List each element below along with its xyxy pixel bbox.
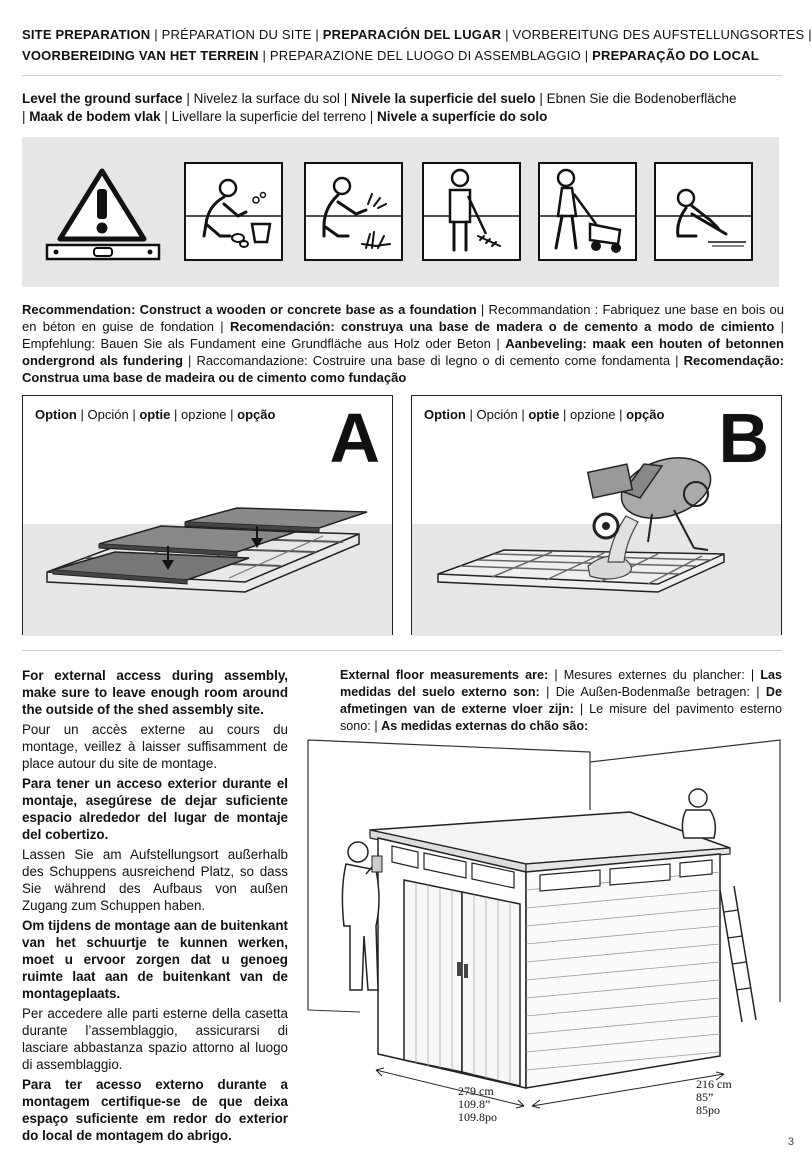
width-po: 109.8po — [458, 1110, 497, 1124]
option-b-concrete-base — [411, 395, 782, 635]
divider-top — [22, 75, 782, 76]
header-line1-segment: PRÉPARATION DU SITE — [161, 27, 312, 42]
assembly-access-note — [22, 667, 288, 1147]
level-de: Ebnen Sie die Bodenoberfläche — [546, 91, 737, 106]
option-b-letter: B — [718, 399, 769, 477]
access-en: For external access during assembly, make sure to leave enough room around the outside of the shed assembly site. — [22, 668, 288, 717]
option-a-en: Option — [35, 407, 77, 422]
rake-ground-icon — [422, 162, 521, 261]
header-line2-segment: PREPARAÇÃO DO LOCAL — [592, 48, 759, 63]
option-b-nl: optie — [528, 407, 560, 422]
recommend-en: Recommendation: Construct a wooden or concrete base as a foundation — [22, 302, 477, 317]
depth-po: 85po — [696, 1103, 720, 1117]
access-nl: Om tijdens de montage aan de buitenkant van het schuurtje te kunnen werken, moet u ervoor zorgen dat u genoeg ruimte laat aan de buitenkant van de montageplaats. — [22, 918, 288, 1001]
floor-en: External floor measurements are: — [340, 668, 549, 682]
flatten-ground-icon — [654, 162, 753, 261]
recommend-es: Recomendación: construya una base de madera o de cemento a modo de cimiento — [229, 319, 775, 334]
option-b-label: Option | Opción | optie | opzione | opção — [424, 407, 665, 422]
warning-level-icon — [44, 165, 162, 265]
access-pt: Para ter acesso externo durante a montagem certifique-se de que deixa espaço suficiente em redor do exterior do local de montagem do abrigo. — [22, 1077, 288, 1143]
mow-lawn-icon — [538, 162, 637, 261]
depth-cm: 216 cm — [696, 1077, 732, 1091]
page-number: 3 — [787, 1136, 794, 1148]
header-line-1: SITE PREPARATION | PRÉPARATION DU SITE | PREPARACIÓN DEL LUGAR | VORBEREITUNG DES AUFSTELLUNGSORTES | — [22, 27, 812, 42]
header-line1-segment: SITE PREPARATION — [22, 27, 151, 42]
floor-it: Le misure del pavimento esterno sono: — [340, 702, 782, 733]
access-it: Per accedere alle parti esterne della casetta durante l’assemblaggio, assicurarsi di lasciare abbastanza spazio attorno al luogo di assemblaggio. — [22, 1006, 288, 1072]
option-a-es: Opción — [87, 407, 129, 422]
header-line-2: VOORBEREIDING VAN HET TERREIN | PREPARAZIONE DEL LUOGO DI ASSEMBLAGGIO | PREPARAÇÃO DO LOCAL — [22, 48, 759, 63]
floor-nl: De afmetingen van de externe vloer zijn: — [340, 685, 782, 716]
option-a-pt: opção — [237, 407, 276, 422]
floor-fr: Mesures externes du plancher: — [563, 668, 745, 682]
level-it: Livellare la superficie del terreno — [171, 109, 366, 124]
foundation-recommendation: Recommendation: Construct a wooden or concrete base as a foundation | Recommandation : Fabriquez une base en bois ou en béton en guise de fondation | Recomendación: construya una base de madera o de cemento a modo de cimiento | Empfehlung: Bauen Sie als Fundament eine Grundfläche aus Holz oder Beton | Aanbeveling: maak een houten of betonnen ondergrond als fundering | Raccomandazione: Costruire una base di legno o di cemento come fondamenta | Recomendação: Construa uma base de madeira ou de cimento como fundação — [22, 302, 784, 385]
recommend-pt: Recomendação: Construa uma base de madeira ou de cimento como fundação — [22, 353, 784, 385]
header-line2-segment: VOORBEREIDING VAN HET TERREIN — [22, 48, 259, 63]
header-line1-segment: VORBEREITUNG DES AUFSTELLUNGSORTES — [512, 27, 805, 42]
level-es: Nivele la superficie del suelo — [350, 91, 536, 106]
width-in: 109.8” — [458, 1097, 491, 1111]
depth-in: 85” — [696, 1090, 714, 1104]
option-a-wood-base — [22, 395, 393, 635]
recommend-it: Raccomandazione: Costruire una base di legno o di cemento come fondamenta — [196, 353, 671, 368]
recommend-fr: Recommandation : Fabriquez une base en bois ou en béton en guise de fondation — [22, 302, 784, 334]
option-b-en: Option — [424, 407, 466, 422]
header-line1-segment: PREPARACIÓN DEL LUGAR — [322, 27, 502, 42]
level-fr: Nivelez la surface du sol — [193, 91, 340, 106]
divider-middle — [22, 650, 782, 651]
section-header — [22, 24, 812, 66]
level-instruction: Level the ground surface | Nivelez la surface du sol | Nivele la superficie del suelo | Ebnen Sie die Bodenoberfläche | Maak de bodem vlak | Livellare la superficie del terreno | Nivele a superfície do solo — [22, 91, 737, 124]
option-b-es: Opción — [476, 407, 518, 422]
remove-weeds-icon — [304, 162, 403, 261]
level-nl: Maak de bodem vlak — [29, 109, 161, 124]
access-fr: Pour un accès externe au cours du montage, veillez à laisser suffisamment de place autour du site de montage. — [22, 722, 288, 771]
access-de: Lassen Sie am Aufstellungsort außerhalb des Schuppens ausreichend Platz, so dass Sie während des Aufbaus von außen Zugang zum Schuppen haben. — [22, 847, 288, 913]
depth-dimension — [696, 1078, 732, 1117]
ground-preparation-icons — [22, 137, 779, 287]
floor-de: Die Außen-Bodenmaße betragen: — [555, 685, 750, 699]
option-a-it: opzione — [180, 407, 227, 422]
option-a-nl: optie — [139, 407, 171, 422]
floor-pt: As medidas externas do chão são: — [381, 719, 589, 733]
floor-es: Las medidas del suelo externo son: — [340, 668, 783, 699]
header-line2-segment: PREPARAZIONE DEL LUOGO DI ASSEMBLAGGIO — [269, 48, 581, 63]
option-b-it: opzione — [569, 407, 616, 422]
floor-measurements-note: External floor measurements are: | Mesures externes du plancher: | Las medidas del suelo externo son: | Die Außen-Bodenmaße betragen: | De afmetingen van de externe vloer zijn: | Le misure del pavimento esterno sono: | As medidas externas do chão são: — [340, 668, 783, 733]
option-b-pt: opção — [626, 407, 665, 422]
recommend-de: Empfehlung: Bauen Sie als Fundament eine Grundfläche aus Holz oder Beton — [22, 336, 491, 351]
width-cm: 279 cm — [458, 1084, 494, 1098]
level-en: Level the ground surface — [22, 91, 183, 106]
access-es: Para tener un acceso exterior durante el montaje, asegúrese de dejar suficiente espacio alrededor del lugar de montaje del cobertizo. — [22, 776, 288, 842]
width-dimension — [458, 1085, 497, 1124]
remove-stones-icon — [184, 162, 283, 261]
option-a-letter: A — [329, 399, 380, 477]
option-a-label: Option | Opción | optie | opzione | opção — [35, 407, 276, 422]
recommend-nl: Aanbeveling: maak een houten of betonnen ondergrond als fundering — [22, 336, 784, 368]
level-pt: Nivele a superfície do solo — [377, 109, 548, 124]
